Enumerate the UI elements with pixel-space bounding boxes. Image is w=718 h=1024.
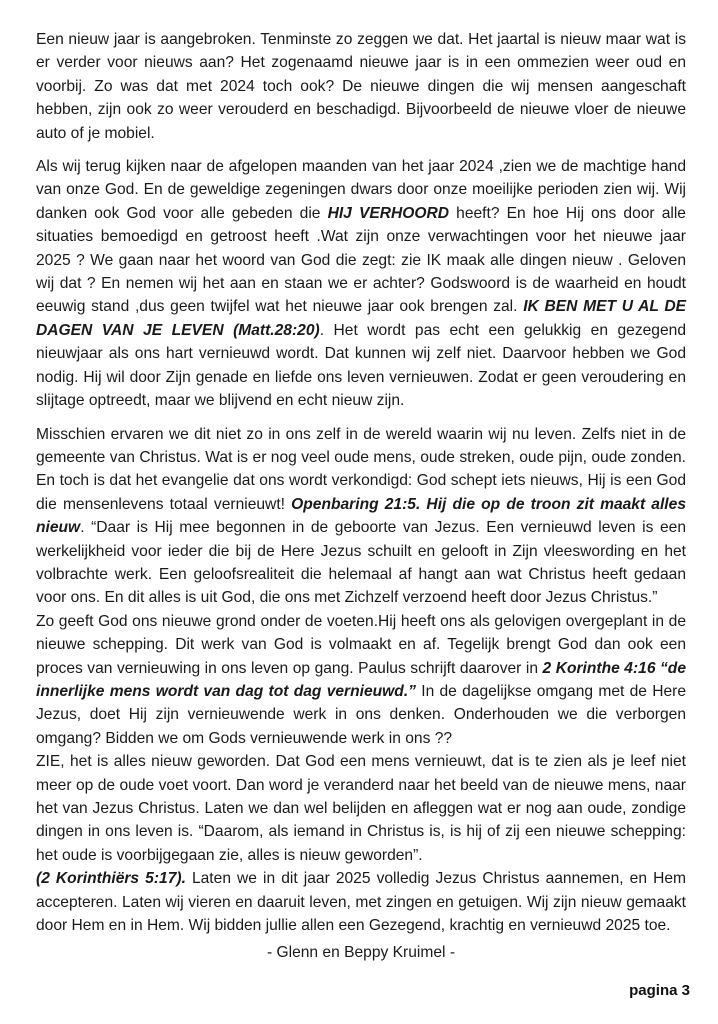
emphasis-2-korinthiers-5-17: (2 Korinthiërs 5:17). (36, 870, 186, 888)
paragraph-6 (36, 867, 686, 937)
paragraph-1: Een nieuw jaar is aangebroken. Tenminste zo zeggen we dat. Het jaartal is nieuw maar wat is er verder voor nieuws aan? Het zogenaamd nieuwe jaar is in een ommezien weer oud en voorbij. Zo was dat met 2024 toch ook? De nieuwe dingen die wij mensen aangeschaft hebben, zijn ook zo weer verouderd en beschadigd. Bijvoorbeeld de nieuwe vloer de nieuwe auto of je mobiel. (36, 31, 686, 142)
paragraph-2-text-e: . Het wordt pas echt een gelukkig en gezegend nieuwjaar als ons hart vernieuwd wordt. Dat kunnen wij zelf niet. Daarvoor hebben we God nodig. Hij wil door Zijn genade en liefde ons leven vernieuwen. Zodat er geen veroudering en slijtage optreedt, maar we blijvend en echt nieuw zijn. (36, 321, 686, 410)
paragraph-3-text-c: . “Daar is Hij mee begonnen in de geboorte van Jezus. Een vernieuwd leven is een werkelijkheid voor ieder die bij de Here Jezus schuilt en gelooft in Zijn vleeswording en het volbrachte werk. Een geloofsrealiteit die helemaal af hangt aan wat Christus heeft gedaan voor ons. En dit alles is uit God, die ons met Zichzelf verzoend heeft door Jezus Christus.” (36, 519, 686, 607)
emphasis-hij-verhoord: HIJ VERHOORD (327, 204, 450, 222)
paragraph-2-text-c: heeft? En hoe Hij ons door alle situaties bemoedigd en getroost heeft .Wat zijn onze verwachtingen voor het nieuwe jaar 2025 ? We gaan naar het woord van God die zegt: zie IK maak alle dingen nieuw . Geloven wij dat ? En nemen wij het aan en staan we er achter? Godswoord is de waarheid en houdt eeuwig stand ,dus geen twijfel wat het nieuwe jaar ook brengen zal. (36, 204, 686, 316)
paragraph-5: ZIE, het is alles nieuw geworden. Dat God een mens vernieuwt, dat is te zien als je leef niet meer op de oude voet voort. Dan word je veranderd naar het beeld van de nieuwe mens, naar het van Jezus Christus. Laten we dan wel belijden en afleggen wat er nog aan oude, zondige dingen in ons leven is. “Daarom, als iemand in Christus is, is hij of zij een nieuwe schepping: het oude is voorbijgegaan zie, alles is nieuw geworden”. (36, 753, 686, 864)
page-number: pagina 3 (629, 982, 690, 999)
emphasis-2-korinthe-4-16: 2 Korinthe 4:16 “de innerlijke mens wordt van dag tot dag vernieuwd.” (36, 659, 686, 700)
paragraph-2-text-a: Als wij terug kijken naar de afgelopen maanden van het jaar 2024 ,zien we de machtige hand van onze God. En de geweldige zegeningen dwars door onze moeilijke perioden zien wij. Wij danken ook God voor alle gebeden die (36, 158, 686, 222)
paragraph-6-text-b: Laten we in dit jaar 2025 volledig Jezus Christus aannemen, en Hem accepteren. Laten wij vieren en daaruit leven, met zingen en getuigen. Wij zijn nieuw gemaakt door Hem en in Hem. Wij bidden jullie allen een Gezegend, krachtig en vernieuwd 2025 toe. (36, 870, 686, 935)
paragraph-3-text-a: Misschien ervaren we dit niet zo in ons zelf in de wereld waarin wij nu leven. Zelfs niet in de gemeente van Christus. Wat is er nog veel oude mens, oude streken, oude pijn, oude zonden. En toch is dat het evangelie dat ons wordt verkondigd: God schept iets nieuws, Hij is een God die mensenlevens totaal vernieuwt! (36, 425, 686, 513)
paragraph-4 (36, 610, 686, 750)
paragraph-4-text-c: In de dagelijkse omgang met de Here Jezus, doet Hij zijn vernieuwende werk in ons denken. Onderhouden we die verborgen omgang? Bidden we om Gods vernieuwende werk in ons ?? (36, 682, 686, 747)
paragraph-4-text-a: Zo geeft God ons nieuwe grond onder de voeten.Hij heeft ons als gelovigen overgeplant in de nieuwe schepping. Dit werk van God is volmaakt en af. Tegelijk brengt God dan ook een proces van vernieuwing in ons leven op gang. Paulus schrijft daarover in (36, 612, 686, 677)
paragraph-2 (36, 155, 686, 412)
signature: - Glenn en Beppy Kruimel - (266, 944, 456, 962)
emphasis-matt-28-20: IK BEN MET U AL DE DAGEN VAN JE LEVEN (Matt.28:20) (36, 298, 686, 339)
emphasis-openbaring-21-5: Openbaring 21:5. Hij die op de troon zit maakt alles nieuw (36, 495, 686, 537)
paragraph-3 (36, 423, 686, 610)
article-body (36, 28, 686, 965)
